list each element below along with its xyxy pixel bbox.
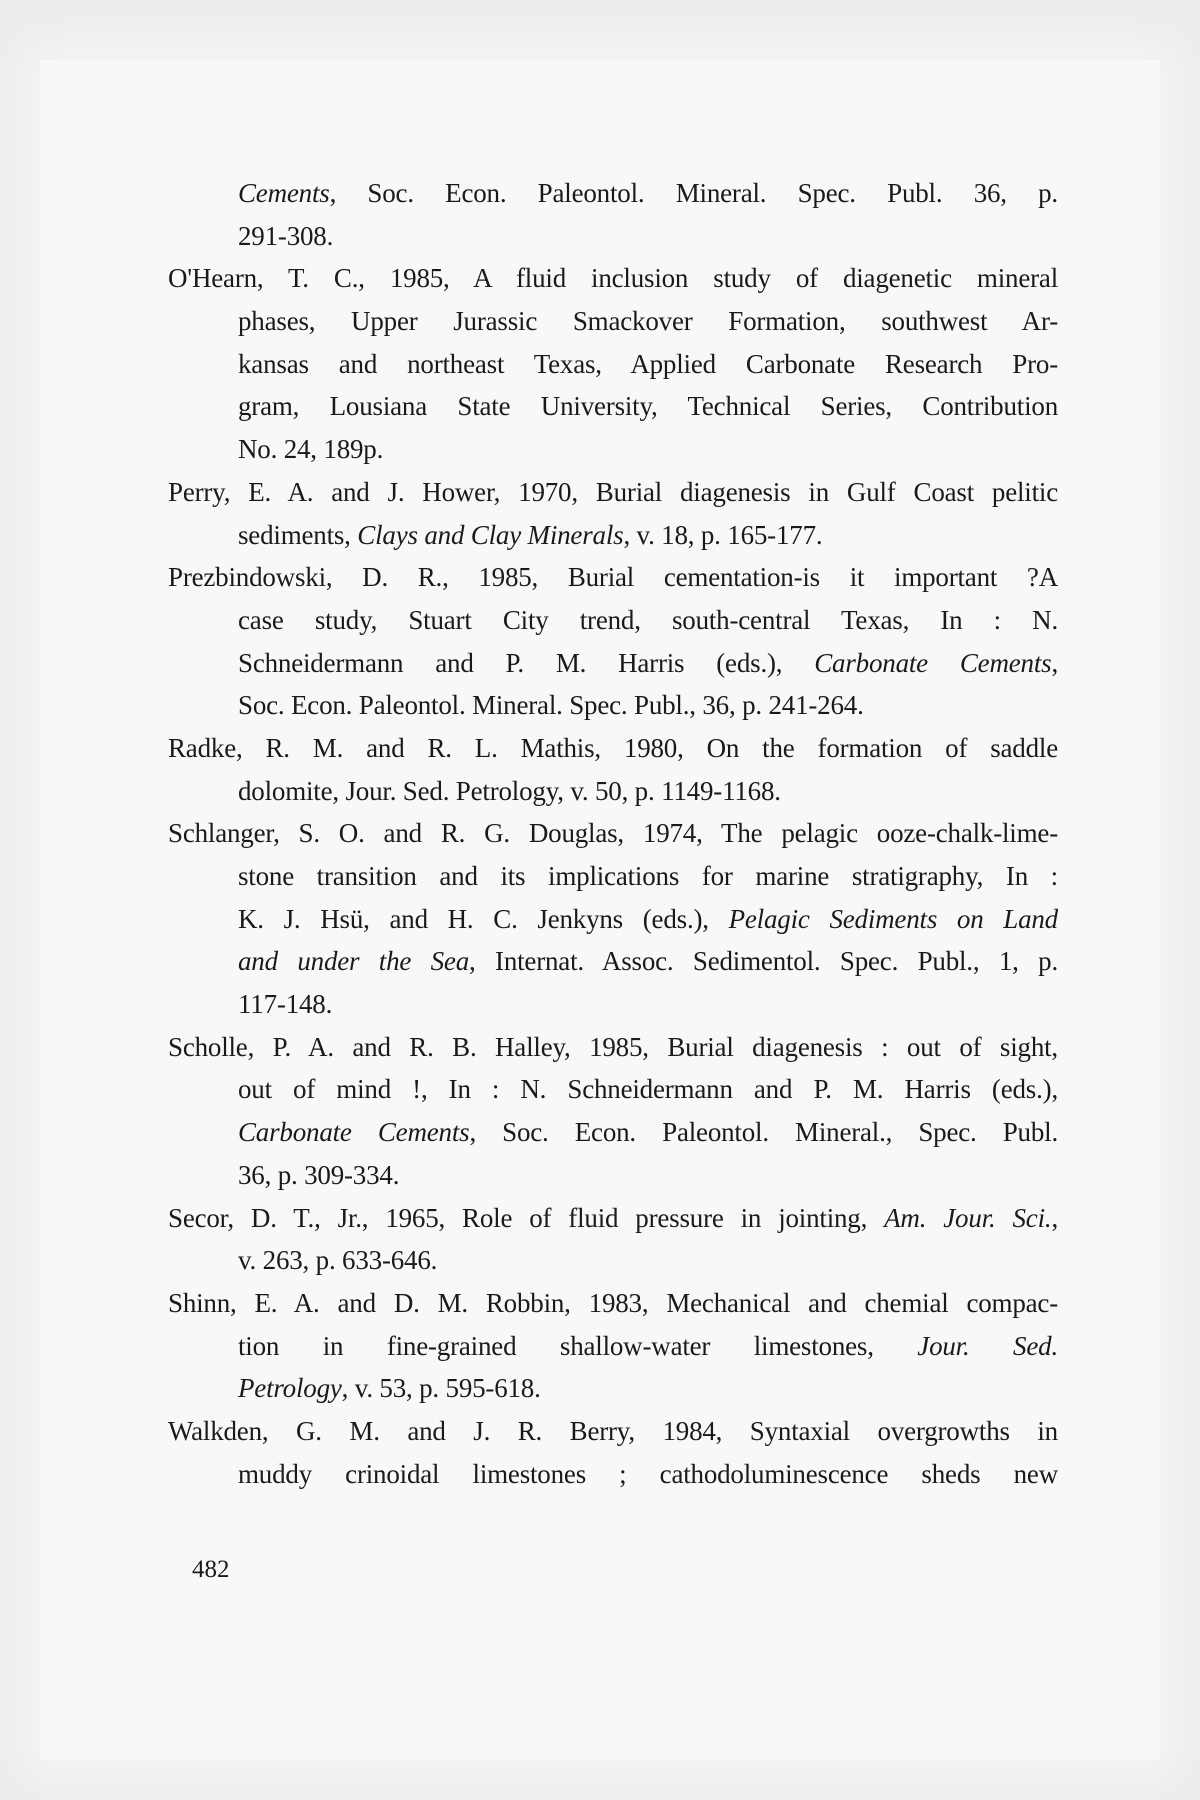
reference-line [168, 1367, 1058, 1410]
reference-line [168, 599, 1058, 642]
reference-text: gram, Lousiana State University, Technical Series, Contribution [238, 391, 1058, 422]
italic-title: Jour. Sed. [917, 1330, 1058, 1361]
reference-entry [168, 172, 1058, 257]
reference-line [168, 1453, 1058, 1496]
reference-text: Shinn, E. A. and D. M. Robbin, 1983, Mechanical and chemial compac- [168, 1287, 1058, 1318]
reference-line [168, 215, 1058, 258]
reference-text: O'Hearn, T. C., 1985, A fluid inclusion study of diagenetic mineral [168, 263, 1058, 294]
reference-text: case study, Stuart City trend, south-central Texas, In : N. [238, 604, 1058, 635]
reference-text: Scholle, P. A. and R. B. Halley, 1985, Burial diagenesis : out of sight, [168, 1031, 1058, 1062]
reference-line [168, 172, 1058, 215]
reference-entry [168, 812, 1058, 1025]
reference-text: v. 263, p. 633-646. [238, 1245, 438, 1276]
italic-title: and under the Sea [238, 946, 470, 977]
reference-text: Schlanger, S. O. and R. G. Douglas, 1974, The pelagic ooze-chalk-lime- [168, 818, 1058, 849]
reference-line [168, 1282, 1058, 1325]
reference-line [168, 428, 1058, 471]
reference-text: Secor, D. T., Jr., 1965, Role of fluid pressure in jointing, [168, 1202, 885, 1233]
page-number: 482 [192, 1556, 230, 1583]
reference-line [168, 898, 1058, 941]
reference-text: sediments, [238, 519, 358, 550]
reference-text: , Soc. Econ. Paleontol. Mineral., Spec. Publ. [469, 1117, 1058, 1148]
reference-entry [168, 471, 1058, 556]
reference-line [168, 514, 1058, 557]
reference-entry [168, 556, 1058, 727]
reference-text: stone transition and its implications for marine stratigraphy, In : [238, 861, 1058, 891]
reference-text: Walkden, G. M. and J. R. Berry, 1984, Syntaxial overgrowths in [168, 1415, 1058, 1446]
reference-text: muddy crinoidal limestones ; cathodoluminescence sheds new [238, 1458, 1058, 1489]
italic-title: Petrology [238, 1373, 342, 1404]
reference-line [168, 1239, 1058, 1282]
reference-entry [168, 1026, 1058, 1197]
italic-title: Cements [238, 178, 330, 208]
reference-line [168, 556, 1058, 599]
reference-text: , [1051, 647, 1058, 678]
reference-text: 291-308. [238, 220, 334, 251]
reference-list [168, 172, 1058, 1495]
reference-line [168, 684, 1058, 727]
reference-line [168, 770, 1058, 813]
reference-line [168, 385, 1058, 428]
reference-entry [168, 1282, 1058, 1410]
reference-text: Radke, R. M. and R. L. Mathis, 1980, On the formation of saddle [168, 732, 1058, 763]
reference-entry [168, 1410, 1058, 1495]
reference-line [168, 855, 1058, 898]
reference-entry [168, 1197, 1058, 1282]
italic-title: Pelagic Sediments on Land [728, 903, 1058, 934]
reference-text: out of mind !, In : N. Schneidermann and P. M. Harris (eds.), [238, 1074, 1058, 1105]
reference-text: Perry, E. A. and J. Hower, 1970, Burial diagenesis in Gulf Coast pelitic [168, 476, 1058, 507]
reference-text: phases, Upper Jurassic Smackover Formation, southwest Ar- [238, 306, 1058, 337]
reference-line [168, 1068, 1058, 1111]
reference-entry [168, 727, 1058, 812]
reference-entry [168, 257, 1058, 470]
reference-text: dolomite, Jour. Sed. Petrology, v. 50, p. 1149-1168. [238, 775, 781, 806]
reference-text: , v. 18, p. 165-177. [623, 519, 823, 550]
italic-title: Am. Jour. Sci. [884, 1202, 1052, 1233]
reference-line [168, 1026, 1058, 1069]
reference-text: , Soc. Econ. Paleontol. Mineral. Spec. Publ. 36, p. [329, 178, 1058, 208]
reference-text: 36, p. 309-334. [238, 1159, 400, 1190]
italic-title: Clays and Clay Minerals [357, 519, 624, 550]
reference-text: Schneidermann and P. M. Harris (eds.), [238, 647, 815, 678]
reference-text: Soc. Econ. Paleontol. Mineral. Spec. Publ., 36, p. 241-264. [238, 690, 864, 721]
reference-line [168, 343, 1058, 386]
reference-text: 117-148. [238, 989, 333, 1020]
reference-line [168, 1325, 1058, 1368]
reference-line [168, 471, 1058, 514]
reference-text: , [1051, 1202, 1058, 1233]
reference-line [168, 257, 1058, 300]
reference-text: , v. 53, p. 595-618. [341, 1373, 541, 1404]
reference-line [168, 642, 1058, 685]
reference-text: , Internat. Assoc. Sedimentol. Spec. Publ., 1, p. [469, 946, 1058, 977]
reference-text: K. J. Hsü, and H. C. Jenkyns (eds.), [238, 903, 729, 934]
italic-title: Carbonate Cements [238, 1117, 470, 1148]
reference-text: Prezbindowski, D. R., 1985, Burial cementation-is it important ?A [168, 562, 1058, 593]
reference-text: tion in fine-grained shallow-water limestones, [238, 1330, 918, 1361]
reference-line [168, 1410, 1058, 1453]
reference-line [168, 1197, 1058, 1240]
italic-title: Carbonate Cements [814, 647, 1052, 678]
reference-line [168, 727, 1058, 770]
reference-line [168, 940, 1058, 983]
reference-line [168, 1154, 1058, 1197]
reference-line [168, 812, 1058, 855]
reference-line [168, 300, 1058, 343]
reference-line [168, 1111, 1058, 1154]
reference-text: kansas and northeast Texas, Applied Carbonate Research Pro- [238, 348, 1058, 379]
reference-line [168, 983, 1058, 1026]
reference-text: No. 24, 189p. [238, 434, 384, 465]
